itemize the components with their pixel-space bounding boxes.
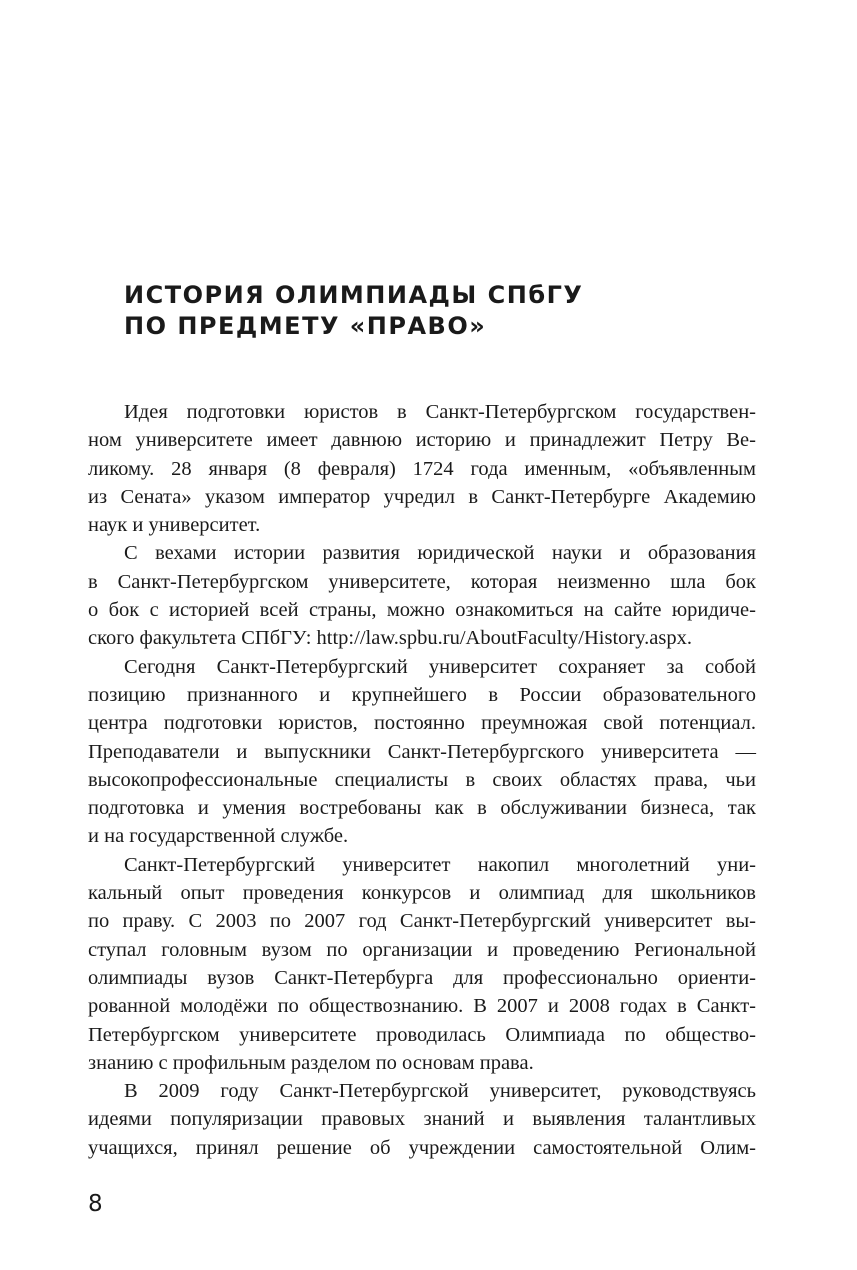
paragraph-3 [88, 653, 756, 851]
text-line: о бок с историей всей страны, можно ознакомиться на сайте юридиче- [88, 599, 756, 622]
text-line: ном университете имеет давнюю историю и принадлежит Петру Ве- [88, 429, 756, 452]
page-number: 8 [88, 1191, 103, 1217]
text-line: ступал головным вузом по организации и проведению Региональной [88, 938, 756, 961]
text-line: Сегодня Санкт-Петербургский университет сохраняет за собой [124, 655, 756, 678]
text-line: ликому. 28 января (8 февраля) 1724 года именным, «объявленным [88, 457, 756, 480]
paragraph-2 [88, 539, 756, 652]
text-line: наук и университет. [88, 514, 261, 537]
text-line: Преподаватели и выпускники Санкт-Петербургского университета — [88, 740, 756, 763]
text-line: Идея подготовки юристов в Санкт-Петербургском государствен- [124, 401, 756, 423]
chapter-title-line-2: ПО ПРЕДМЕТУ «ПРАВО» [124, 312, 487, 340]
body-text [88, 398, 756, 1162]
text-line: центра подготовки юристов, постоянно преумножая свой потенциал. [88, 712, 756, 735]
text-line: по праву. С 2003 по 2007 год Санкт-Петербургский университет вы- [88, 910, 756, 933]
chapter-title [124, 280, 764, 342]
text-line: знанию с профильным разделом по основам права. [88, 1051, 534, 1074]
text-line: ского факультета СПбГУ: http://law.spbu.ru/AboutFaculty/History.aspx. [88, 627, 692, 650]
text-line: С вехами истории развития юридической науки и образования [124, 542, 756, 565]
text-line: идеями популяризации правовых знаний и выявления талантливых [88, 1108, 756, 1131]
text-line: Петербургском университете проводилась Олимпиада по общество- [88, 1023, 756, 1046]
text-line: кальный опыт проведения конкурсов и олимпиад для школьников [88, 882, 756, 905]
paragraph-5 [88, 1077, 756, 1162]
text-line: учащихся, принял решение об учреждении самостоятельной Олим- [88, 1136, 756, 1159]
text-line: Санкт-Петербургский университет накопил многолетний уни- [124, 853, 756, 876]
text-line: из Сената» указом император учредил в Санкт-Петербурге Академию [88, 485, 756, 508]
paragraph-1 [88, 398, 756, 539]
text-line: позицию признанного и крупнейшего в России образовательного [88, 683, 756, 706]
text-line: В 2009 году Санкт-Петербургской университет, руководствуясь [124, 1080, 756, 1103]
text-line: в Санкт-Петербургском университете, которая неизменно шла бок [88, 570, 756, 593]
text-line: подготовка и умения востребованы как в обслуживании бизнеса, так [88, 797, 756, 820]
text-line: олимпиады вузов Санкт-Петербурга для профессионально ориенти- [88, 966, 756, 989]
text-line: высокопрофессиональные специалисты в своих областях права, чьи [88, 768, 756, 791]
text-line: и на государственной службе. [88, 825, 349, 848]
paragraph-4 [88, 851, 756, 1077]
chapter-title-line-1: ИСТОРИЯ ОЛИМПИАДЫ СПбГУ [124, 281, 584, 309]
text-line: рованной молодёжи по обществознанию. В 2007 и 2008 годах в Санкт- [88, 995, 756, 1018]
